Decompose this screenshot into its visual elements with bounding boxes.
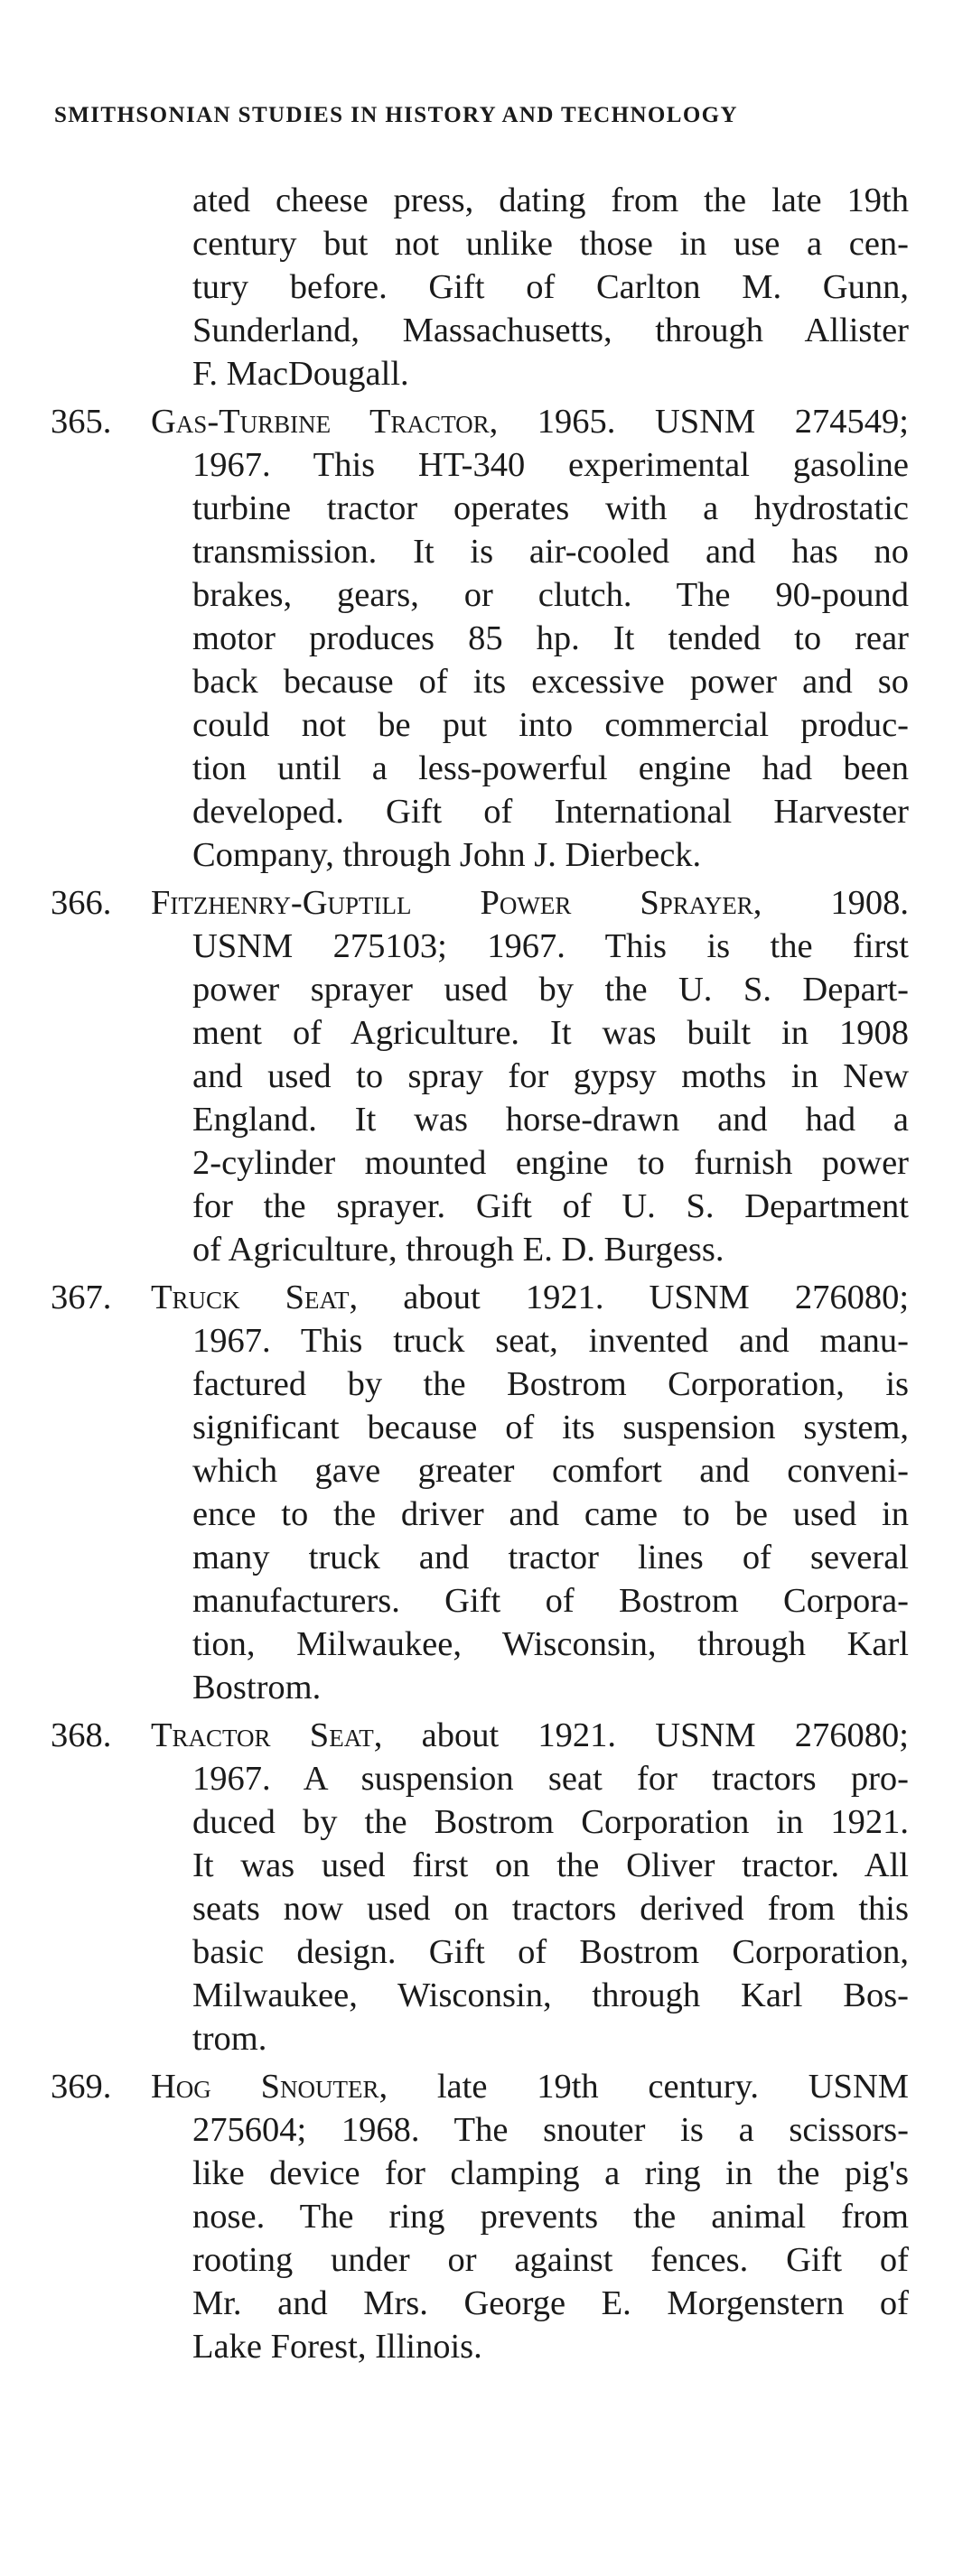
entry-line: 1967. This HT-340 experimental gasoline [192,446,909,484]
entry-line: manufacturers. Gift of Bostrom Corpora- [192,1582,909,1620]
entry-title: Gas-Turbine Tractor, [151,403,499,441]
entry-line: like device for clamping a ring in the pig's [192,2154,909,2192]
entry-heading-rest: about 1921. USNM 276080; [403,1279,910,1316]
entry-line: Lake Forest, Illinois. [192,2328,482,2366]
entry-line: transmission. It is air-cooled and has no [192,533,909,571]
intro-line: ated cheese press, dating from the late 19th [192,181,909,219]
entry-heading-line [151,2065,909,2108]
entry-number: 368. [51,1716,112,1754]
entry-heading-rest: late 19th century. USNM [436,2068,909,2106]
entry-line: tion, Milwaukee, Wisconsin, through Karl [192,1625,909,1663]
entry-number: 367. [51,1279,112,1316]
entry-heading-rest: 1908. [830,884,910,922]
entry-line: motor produces 85 hp. It tended to rear [192,619,909,657]
entry-number: 365. [51,403,112,441]
entry-heading-line [151,881,909,925]
entry-line: back because of its excessive power and so [192,663,909,701]
intro-line: Sunderland, Massachusetts, through Allister [192,312,909,349]
intro-line: F. MacDougall. [192,355,409,393]
entry-line: It was used first on the Oliver tractor. All [192,1846,909,1884]
entry-line: Milwaukee, Wisconsin, through Karl Bos- [192,1976,909,2014]
entry-line: significant because of its suspension system, [192,1409,909,1446]
entry-line: many truck and tractor lines of several [192,1539,909,1576]
running-head: SMITHSONIAN STUDIES IN HISTORY AND TECHNOLOGY [54,103,738,127]
entry-title: Truck Seat, [151,1279,359,1316]
entry-heading-rest: about 1921. USNM 276080; [421,1716,910,1754]
entry-heading-line [151,400,909,443]
entry-line: seats now used on tractors derived from this [192,1890,909,1928]
entry-line: could not be put into commercial produc- [192,706,909,744]
entry-line: for the sprayer. Gift of U. S. Department [192,1187,909,1225]
entry-line: Company, through John J. Dierbeck. [192,836,702,874]
entry-line: nose. The ring prevents the animal from [192,2198,909,2236]
entry-title: Fitzhenry-Guptill Power Sprayer, [151,884,762,922]
entry-line: factured by the Bostrom Corporation, is [192,1365,909,1403]
entry-number: 369. [51,2068,112,2106]
entry-heading-line [151,1714,909,1757]
entry-line: England. It was horse-drawn and had a [192,1101,909,1139]
entry-title: Hog Snouter, [151,2068,388,2106]
entry-line: basic design. Gift of Bostrom Corporation, [192,1933,909,1971]
entry-line: which gave greater comfort and conveni- [192,1452,909,1490]
entry-line: tion until a less-powerful engine had been [192,749,909,787]
entry-line: 1967. This truck seat, invented and manu- [192,1322,909,1360]
entry-line: duced by the Bostrom Corporation in 1921. [192,1803,909,1841]
entry-heading-rest: 1965. USNM 274549; [537,403,909,441]
entry-line: trom. [192,2020,267,2058]
entry-line: ence to the driver and came to be used in [192,1495,909,1533]
entry-line: and used to spray for gypsy moths in New [192,1057,909,1095]
entry-line: 1967. A suspension seat for tractors pro- [192,1760,909,1798]
entry-line: developed. Gift of International Harvester [192,793,909,831]
entry-line: 2-cylinder mounted engine to furnish power [192,1144,909,1182]
entry-line: 275604; 1968. The snouter is a scissors- [192,2111,909,2149]
entry-line: brakes, gears, or clutch. The 90-pound [192,576,909,614]
entry-line: USNM 275103; 1967. This is the first [192,927,909,965]
entry-line: turbine tractor operates with a hydrostatic [192,489,909,527]
entry-title: Tractor Seat, [151,1716,383,1754]
entry-line: ment of Agriculture. It was built in 1908 [192,1014,909,1052]
entry-line: rooting under or against fences. Gift of [192,2241,909,2279]
entry-heading-line [151,1276,909,1319]
entry-line: Bostrom. [192,1669,322,1706]
entry-line: Mr. and Mrs. George E. Morgenstern of [192,2284,909,2322]
entry-line: power sprayer used by the U. S. Depart- [192,971,909,1009]
intro-line: century but not unlike those in use a cen- [192,225,909,263]
entry-number: 366. [51,884,112,922]
entry-line: of Agriculture, through E. D. Burgess. [192,1231,724,1269]
intro-line: tury before. Gift of Carlton M. Gunn, [192,268,909,306]
